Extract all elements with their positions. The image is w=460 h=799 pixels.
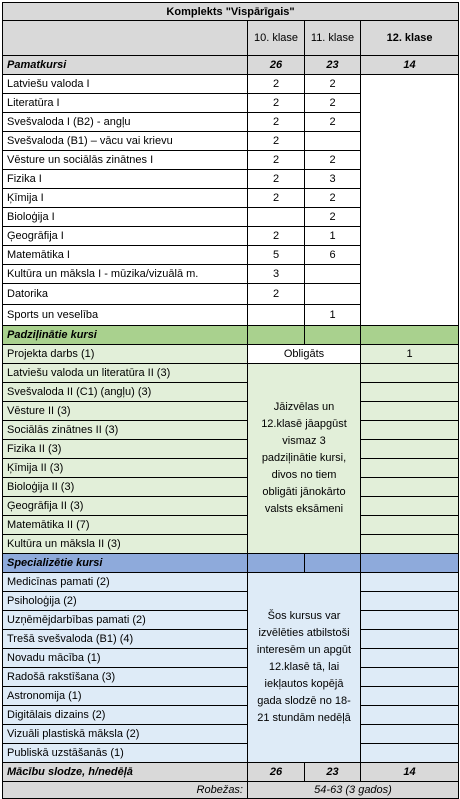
grade-12-cell (361, 573, 459, 592)
slodze-11: 23 (305, 763, 361, 782)
table-row (3, 402, 459, 421)
obligats-label: Obligāts (248, 345, 361, 364)
grade-11-hours: 2 (305, 75, 361, 94)
table-row (3, 535, 459, 554)
grade-10-hours (248, 305, 305, 326)
course-name: Astronomija (1) (3, 687, 248, 706)
grade-12-cell (361, 478, 459, 497)
course-name: Bioloģija I (3, 208, 248, 227)
section-empty-cell (305, 326, 361, 345)
grade-12-cell (361, 687, 459, 706)
grade-11-hours: 3 (305, 170, 361, 189)
grade-12-cell (361, 649, 459, 668)
grade-12-cell (361, 725, 459, 744)
table-row (3, 706, 459, 725)
table-row (3, 630, 459, 649)
grade-10-hours: 2 (248, 113, 305, 132)
section-empty-cell (248, 554, 305, 573)
course-name: Psiholoģija (2) (3, 592, 248, 611)
grade-12-cell (361, 516, 459, 535)
table-row (3, 687, 459, 706)
course-name: Sports un veselība (3, 305, 248, 326)
course-name: Fizika I (3, 170, 248, 189)
grade-12-cell (361, 744, 459, 763)
grade-10-hours: 2 (248, 132, 305, 151)
grade-11-hours: 2 (305, 189, 361, 208)
table-row (3, 364, 459, 383)
grade-12-cell (361, 383, 459, 402)
grade-12-cell (361, 611, 459, 630)
course-name: Trešā svešvaloda (B1) (4) (3, 630, 248, 649)
specializetie-note: Šos kursus var izvēlēties atbilstoši interesēm un apgūt 12.klasē tā, lai iekļautos kopējā gada slodzē no 18-21 stundām nedēļā (248, 573, 361, 763)
slodze-12: 14 (361, 763, 459, 782)
course-name: Kultūra un māksla II (3) (3, 535, 248, 554)
curriculum-table (2, 2, 459, 799)
course-name: Svešvaloda II (C1) (angļu) (3) (3, 383, 248, 402)
section-empty-cell (361, 326, 459, 345)
grade-10-hours: 2 (248, 284, 305, 305)
course-name: Svešvaloda (B1) – vācu vai krievu (3, 132, 248, 151)
grade-11-header: 11. klase (305, 21, 361, 56)
grade-12-cell (361, 706, 459, 725)
grade-12-empty-cell (361, 75, 459, 326)
course-name: Latviešu valoda I (3, 75, 248, 94)
course-name: Fizika II (3) (3, 440, 248, 459)
grade-12-cell (361, 440, 459, 459)
table-row (3, 75, 459, 94)
course-name: Publiskā uzstāšanās (1) (3, 744, 248, 763)
table-row (3, 573, 459, 592)
course-name: Digitālais dizains (2) (3, 706, 248, 725)
robezas-label: Robežas: (3, 782, 248, 799)
table-row (3, 516, 459, 535)
course-name: Ķīmija II (3) (3, 459, 248, 478)
pamatkursi-total-10: 26 (248, 56, 305, 75)
table-row (3, 744, 459, 763)
pamatkursi-total-12: 14 (361, 56, 459, 75)
table-row (3, 668, 459, 687)
course-name: Ķīmija I (3, 189, 248, 208)
table-row (3, 459, 459, 478)
course-name: Uzņēmējdarbības pamati (2) (3, 611, 248, 630)
grade-12-cell (361, 668, 459, 687)
course-name: Radošā rakstīšana (3) (3, 668, 248, 687)
course-name: Latviešu valoda un literatūra II (3) (3, 364, 248, 383)
section-empty-cell (305, 554, 361, 573)
course-name: Vizuāli plastiskā māksla (2) (3, 725, 248, 744)
grade-12-cell (361, 459, 459, 478)
grade-10-hours: 2 (248, 151, 305, 170)
slodze-10: 26 (248, 763, 305, 782)
grade-11-hours (305, 132, 361, 151)
grade-11-hours: 2 (305, 113, 361, 132)
robezas-value: 54-63 (3 gados) (248, 782, 459, 799)
table-row (3, 649, 459, 668)
slodze-label: Mācību slodze, h/nedēļā (3, 763, 248, 782)
grade-10-hours: 2 (248, 227, 305, 246)
grade-10-hours (248, 208, 305, 227)
grade-11-hours: 1 (305, 227, 361, 246)
grade-11-hours (305, 284, 361, 305)
grade-12-cell (361, 630, 459, 649)
course-name: Novadu mācība (1) (3, 649, 248, 668)
course-name: Kultūra un māksla I - mūzika/vizuālā m. (3, 265, 248, 284)
table-row (3, 478, 459, 497)
grade-11-hours (305, 265, 361, 284)
grade-10-hours: 5 (248, 246, 305, 265)
section-empty-cell (361, 554, 459, 573)
grade-10-hours: 2 (248, 75, 305, 94)
grade-12-cell (361, 497, 459, 516)
grade-10-hours: 3 (248, 265, 305, 284)
grade-12-cell (361, 592, 459, 611)
course-name: Ģeogrāfija II (3) (3, 497, 248, 516)
table-row (3, 383, 459, 402)
course-name: Projekta darbs (1) (3, 345, 248, 364)
table-row (3, 611, 459, 630)
grade-12-cell (361, 402, 459, 421)
course-name: Bioloģija II (3) (3, 478, 248, 497)
grade-11-hours: 1 (305, 305, 361, 326)
table-title: Komplekts "Vispārīgais" (3, 3, 459, 21)
course-name: Vēsture un sociālās zinātnes I (3, 151, 248, 170)
course-name: Matemātika II (7) (3, 516, 248, 535)
course-name: Sociālās zinātnes II (3) (3, 421, 248, 440)
padzilinatie-section-label: Padziļinātie kursi (3, 326, 248, 345)
grade-10-hours: 2 (248, 189, 305, 208)
course-name: Matemātika I (3, 246, 248, 265)
course-name: Literatūra I (3, 94, 248, 113)
grade-11-hours: 2 (305, 151, 361, 170)
grade-10-hours: 2 (248, 170, 305, 189)
course-name: Svešvaloda I (B2) - angļu (3, 113, 248, 132)
table-row (3, 497, 459, 516)
grade-12-cell (361, 535, 459, 554)
table-row (3, 592, 459, 611)
table-row (3, 440, 459, 459)
table-row (3, 725, 459, 744)
grade-12-header: 12. klase (361, 21, 459, 56)
pamatkursi-total-11: 23 (305, 56, 361, 75)
grade-10-hours: 2 (248, 94, 305, 113)
section-empty-cell (248, 326, 305, 345)
course-name: Datorika (3, 284, 248, 305)
table-row (3, 421, 459, 440)
course-name: Medicīnas pamati (2) (3, 573, 248, 592)
course-name: Ģeogrāfija I (3, 227, 248, 246)
grade-11-hours: 6 (305, 246, 361, 265)
grade-12-cell (361, 364, 459, 383)
grade-12-cell (361, 421, 459, 440)
grade-11-hours: 2 (305, 94, 361, 113)
course-name: Vēsture II (3) (3, 402, 248, 421)
header-empty-cell (3, 21, 248, 56)
grade-12-hours: 1 (361, 345, 459, 364)
padzilinatie-note: Jāizvēlas un 12.klasē jāapgūst vismaz 3 padziļinātie kursi, divos no tiem obligāti jānokārto valsts eksāmeni (248, 364, 361, 554)
specializetie-section-label: Specializētie kursi (3, 554, 248, 573)
pamatkursi-section-label: Pamatkursi (3, 56, 248, 75)
grade-10-header: 10. klase (248, 21, 305, 56)
grade-11-hours: 2 (305, 208, 361, 227)
